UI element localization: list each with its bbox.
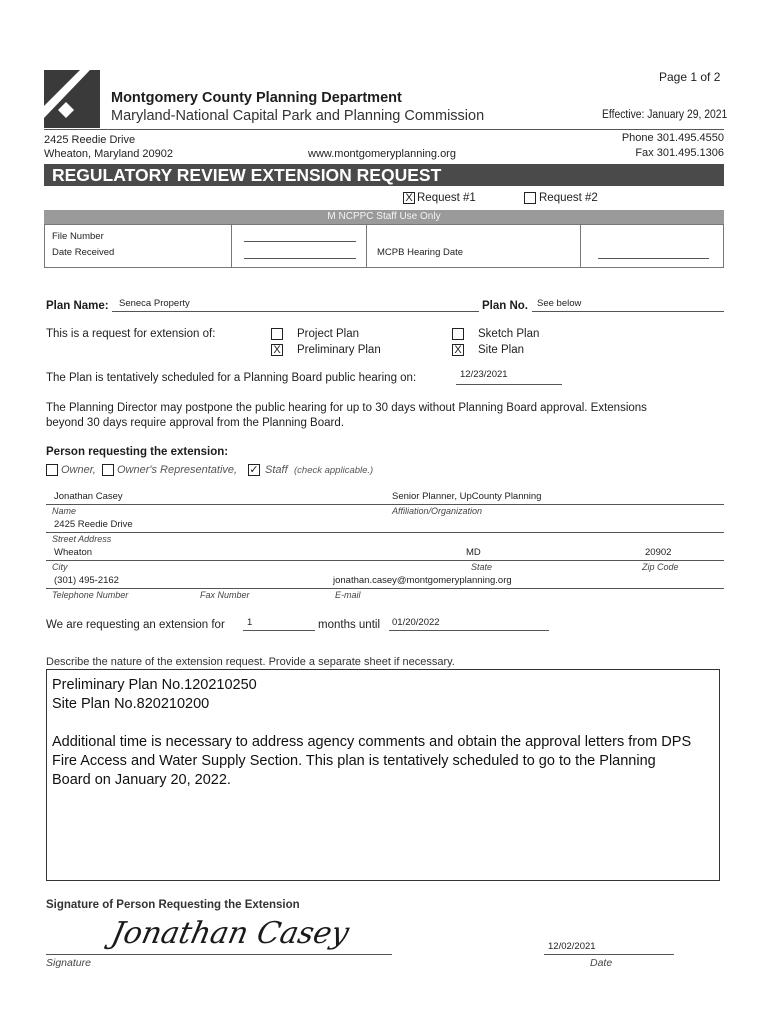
person-city[interactable]: Wheaton bbox=[54, 547, 93, 558]
project-plan-checkbox[interactable] bbox=[271, 328, 283, 340]
request2-checkbox[interactable] bbox=[524, 192, 536, 204]
plan-name-value[interactable]: Seneca Property bbox=[119, 298, 190, 309]
affiliation-label: Affiliation/Organization bbox=[392, 506, 483, 516]
signature-heading: Signature of Person Requesting the Extension bbox=[46, 899, 300, 911]
state-label: State bbox=[471, 562, 493, 572]
address-line1: 2425 Reedie Drive bbox=[44, 134, 136, 146]
scheduled-hearing-label: The Plan is tentatively scheduled for a Planning Board public hearing on: bbox=[46, 372, 417, 384]
department-name: Montgomery County Planning Department bbox=[111, 90, 402, 106]
extension-until[interactable]: 01/20/2022 bbox=[392, 617, 440, 628]
staff-label: Staff bbox=[265, 464, 288, 476]
street-line bbox=[46, 532, 724, 533]
site-plan-checkbox[interactable]: X bbox=[452, 344, 464, 356]
staff-table-divider bbox=[580, 224, 581, 268]
date-line bbox=[544, 954, 674, 955]
check-note: (check applicable.) bbox=[294, 465, 374, 476]
staff-table-divider bbox=[231, 224, 232, 268]
form-title: REGULATORY REVIEW EXTENSION REQUEST bbox=[44, 164, 724, 186]
scheduled-hearing-line bbox=[456, 384, 562, 385]
phone-line bbox=[46, 588, 724, 589]
street-label: Street Address bbox=[52, 534, 112, 544]
date-label: Date bbox=[590, 957, 613, 969]
plan-name-line bbox=[112, 311, 479, 312]
description-line4: Fire Access and Water Supply Section. This plan is tentatively scheduled to go to the Planning bbox=[52, 753, 656, 769]
fax-label: Fax Number bbox=[200, 590, 250, 600]
description-line3: Additional time is necessary to address agency comments and obtain the approval letters from DPS bbox=[52, 734, 692, 750]
phone-label: Telephone Number bbox=[52, 590, 129, 600]
scheduled-hearing-value[interactable]: 12/23/2021 bbox=[460, 369, 508, 380]
file-number-label: File Number bbox=[52, 231, 104, 242]
page-number: Page 1 of 2 bbox=[659, 70, 721, 84]
extension-of-label: This is a request for extension of: bbox=[46, 328, 216, 340]
hearing-date-field[interactable] bbox=[598, 258, 709, 259]
city-label: City bbox=[52, 562, 68, 572]
site-plan-label: Site Plan bbox=[478, 344, 525, 356]
name-label: Name bbox=[52, 506, 77, 516]
date-received-label: Date Received bbox=[52, 247, 115, 258]
hearing-date-label: MCPB Hearing Date bbox=[377, 247, 464, 258]
handwritten-signature: Jonathan Casey bbox=[108, 916, 353, 951]
plan-no-line bbox=[532, 311, 724, 312]
owner-label: Owner, bbox=[61, 464, 96, 476]
extension-prefix: We are requesting an extension for bbox=[46, 619, 225, 631]
plan-no-label: Plan No. bbox=[482, 300, 529, 312]
notice-line1: The Planning Director may postpone the public hearing for up to 30 days without Planning Board approval. Extensions bbox=[46, 402, 647, 414]
person-email[interactable]: jonathan.casey@montgomeryplanning.org bbox=[333, 575, 512, 586]
staff-checkbox[interactable]: ✓ bbox=[249, 464, 259, 476]
request1-checkbox[interactable]: X bbox=[403, 192, 415, 204]
email-label: E-mail bbox=[335, 590, 361, 600]
preliminary-plan-checkbox[interactable]: X bbox=[271, 344, 283, 356]
phone-number: Phone 301.495.4550 bbox=[621, 132, 724, 144]
months-line bbox=[243, 630, 315, 631]
mncppc-logo bbox=[44, 70, 102, 128]
signature-line[interactable] bbox=[46, 954, 392, 955]
notice-line2: beyond 30 days require approval from the Planning Board. bbox=[46, 417, 344, 429]
person-heading: Person requesting the extension: bbox=[46, 446, 229, 458]
extension-middle: months until bbox=[318, 619, 381, 631]
person-phone[interactable]: (301) 495-2162 bbox=[54, 575, 119, 586]
staff-table-divider bbox=[366, 224, 367, 268]
sketch-plan-checkbox[interactable] bbox=[452, 328, 464, 340]
person-state[interactable]: MD bbox=[466, 547, 481, 558]
until-line bbox=[389, 630, 549, 631]
person-street[interactable]: 2425 Reedie Drive bbox=[54, 519, 133, 530]
project-plan-label: Project Plan bbox=[297, 328, 360, 340]
extension-months[interactable]: 1 bbox=[247, 617, 253, 628]
date-received-field[interactable] bbox=[244, 258, 356, 259]
staff-use-header: M NCPPC Staff Use Only bbox=[44, 210, 724, 224]
signature-date-value[interactable]: 12/02/2021 bbox=[548, 941, 596, 952]
owner-checkbox[interactable] bbox=[46, 464, 58, 476]
file-number-field[interactable] bbox=[244, 241, 356, 242]
person-name[interactable]: Jonathan Casey bbox=[54, 491, 123, 502]
staff-use-table bbox=[44, 224, 724, 268]
describe-label: Describe the nature of the extension request. Provide a separate sheet if necessary. bbox=[46, 656, 455, 668]
commission-name: Maryland-National Capital Park and Planning Commission bbox=[111, 108, 485, 124]
owner-rep-checkbox[interactable] bbox=[102, 464, 114, 476]
description-spacer bbox=[52, 714, 714, 733]
effective-date: Effective: January 29, 2021 bbox=[602, 109, 728, 121]
sketch-plan-label: Sketch Plan bbox=[478, 328, 540, 340]
request1-label: Request #1 bbox=[417, 192, 476, 204]
name-line bbox=[46, 504, 724, 505]
person-zip[interactable]: 20902 bbox=[645, 547, 672, 558]
header-rule bbox=[44, 129, 724, 130]
signature-label: Signature bbox=[46, 957, 91, 969]
person-affiliation[interactable]: Senior Planner, UpCounty Planning bbox=[392, 491, 542, 502]
fax-number: Fax 301.495.1306 bbox=[635, 147, 724, 159]
plan-no-value[interactable]: See below bbox=[537, 298, 582, 309]
plan-name-label: Plan Name: bbox=[46, 300, 109, 312]
description-box[interactable] bbox=[46, 669, 720, 881]
description-line2: Site Plan No.820210200 bbox=[52, 696, 210, 712]
owner-rep-label: Owner's Representative, bbox=[117, 464, 238, 476]
website: www.montgomeryplanning.org bbox=[308, 148, 456, 160]
description-line5: Board on January 20, 2022. bbox=[52, 772, 231, 788]
preliminary-plan-label: Preliminary Plan bbox=[297, 344, 381, 356]
request2-label: Request #2 bbox=[539, 192, 598, 204]
description-line1: Preliminary Plan No.120210250 bbox=[52, 677, 257, 693]
city-line bbox=[46, 560, 724, 561]
address-line2: Wheaton, Maryland 20902 bbox=[44, 148, 174, 160]
zip-label: Zip Code bbox=[642, 562, 679, 572]
